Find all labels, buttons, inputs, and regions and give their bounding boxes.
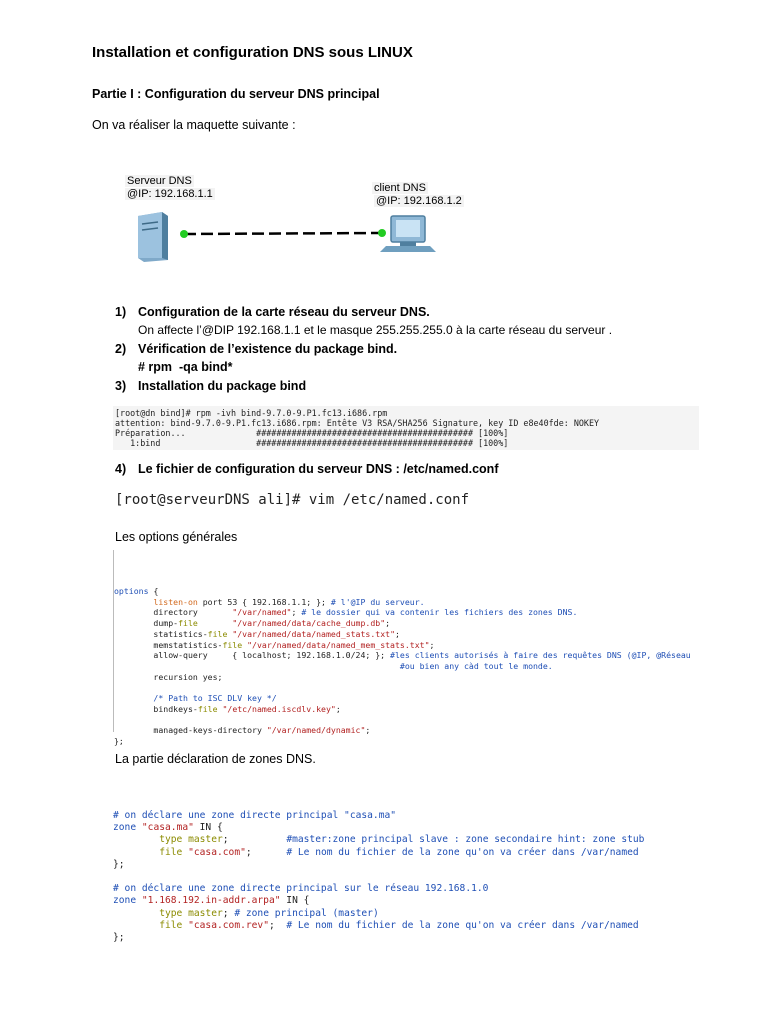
server-icon bbox=[138, 212, 168, 262]
options-code-line: managed-keys-directory "/var/named/dynamic"; bbox=[114, 725, 371, 736]
step-2-title: Vérification de l’existence du package bind. bbox=[138, 342, 398, 356]
server-ip-label: @IP: 192.168.1.1 bbox=[127, 188, 213, 200]
zones-code-line: }; bbox=[113, 858, 125, 870]
options-section-heading: Les options générales bbox=[115, 530, 238, 544]
terminal-line-1: [root@dn bind]# rpm -ivh bind-9.7.0-9.P1.fc13.i686.rpm bbox=[115, 408, 388, 418]
network-diagram bbox=[118, 170, 478, 265]
zones-code bbox=[113, 810, 723, 944]
zones-code-line: file "casa.com"; # Le nom du fichier de la zone qu'on va créer dans /var/named bbox=[159, 846, 639, 858]
zones-code-line: type master; # zone principal (master) bbox=[159, 907, 379, 919]
zones-code-line: # on déclare une zone directe principal sur le réseau 192.168.1.0 bbox=[113, 883, 489, 895]
step-3-title: Installation du package bind bbox=[138, 379, 307, 393]
options-code-line: memstatistics-file "/var/named/data/named_mem_stats.txt"; bbox=[114, 639, 435, 650]
client-name-label: client DNS bbox=[374, 182, 426, 194]
options-code-line: bindkeys-file "/etc/named.iscdlv.key"; bbox=[114, 703, 341, 714]
options-code-line: options { bbox=[114, 586, 159, 596]
options-code-line: dump-file "/var/named/data/cache_dump.db"; bbox=[114, 618, 391, 629]
intro-text: On va réaliser la maquette suivante : bbox=[92, 118, 296, 132]
options-code-line: /* Path to ISC DLV key */ bbox=[114, 693, 277, 704]
client-ip-label: @IP: 192.168.1.2 bbox=[376, 195, 462, 207]
options-code bbox=[114, 586, 724, 747]
zones-section-heading: La partie déclaration de zones DNS. bbox=[115, 752, 316, 766]
vim-command: [root@serveurDNS ali]# vim /etc/named.conf bbox=[115, 492, 470, 508]
part-heading: Partie I : Configuration du serveur DNS principal bbox=[92, 87, 380, 101]
zones-code-line: zone "1.168.192.in-addr.arpa" IN { bbox=[113, 895, 310, 907]
options-code-line: }; bbox=[114, 735, 124, 746]
options-code-line: recursion yes; bbox=[153, 671, 223, 682]
document-title: Installation et configuration DNS sous LINUX bbox=[92, 44, 413, 61]
step-3-number: 3) bbox=[115, 379, 127, 393]
zones-code-line: zone "casa.ma" IN { bbox=[113, 822, 223, 834]
zones-code-block bbox=[113, 774, 723, 944]
zones-code-line: }; bbox=[113, 932, 125, 944]
terminal-line-3: Préparation... ########################################### [100%] bbox=[115, 428, 509, 438]
diagram-graphics bbox=[118, 170, 478, 265]
terminal-line-4: 1:bind ########################################### [100%] bbox=[115, 438, 509, 448]
terminal-line-2: attention: bind-9.7.0-9.P1.fc13.i686.rpm: Entête V3 RSA/SHA256 Signature, key ID e8e40fde: NOKEY bbox=[115, 418, 600, 428]
step-1-number: 1) bbox=[115, 305, 127, 319]
options-code-line: directory "/var/named"; # le dossier qui va contenir les fichiers des zones DNS. bbox=[114, 607, 578, 618]
terminal-output bbox=[113, 406, 699, 450]
options-code-line: statistics-file "/var/named/data/named_stats.txt"; bbox=[114, 628, 400, 639]
step-4-title: Le fichier de configuration du serveur DNS : /etc/named.conf bbox=[138, 462, 499, 476]
step-4-number: 4) bbox=[115, 462, 127, 476]
step-2-command: # rpm -qa bind* bbox=[138, 360, 233, 374]
client-pc-icon bbox=[380, 216, 436, 252]
options-code-line: #ou bien any càd tout le monde. bbox=[399, 660, 553, 671]
zones-code-line: type master; #master:zone principal slave : zone secondaire hint: zone stub bbox=[159, 834, 645, 846]
network-link bbox=[184, 233, 382, 234]
zones-code-line: file "casa.com.rev"; # Le nom du fichier de la zone qu'on va créer dans /var/named bbox=[159, 919, 639, 931]
zones-code-line: # on déclare une zone directe principal "casa.ma" bbox=[113, 810, 397, 821]
options-code-block bbox=[113, 550, 724, 746]
options-code-line: listen-on port 53 { 192.168.1.1; }; # l'@IP du serveur. bbox=[153, 596, 425, 607]
step-1-text: On affecte l’@DIP 192.168.1.1 et le masque 255.255.255.0 à la carte réseau du serveur . bbox=[138, 323, 613, 337]
link-dot-server bbox=[180, 230, 188, 238]
step-2-number: 2) bbox=[115, 342, 127, 356]
server-name-label: Serveur DNS bbox=[127, 175, 192, 187]
options-code-line: allow-query { localhost; 192.168.1.0/24; }; #les clients autorisés à faire des requêtes DNS (@IP, @Réseau bbox=[114, 650, 691, 661]
link-dot-client bbox=[378, 229, 386, 237]
step-1-title: Configuration de la carte réseau du serveur DNS. bbox=[138, 305, 430, 319]
